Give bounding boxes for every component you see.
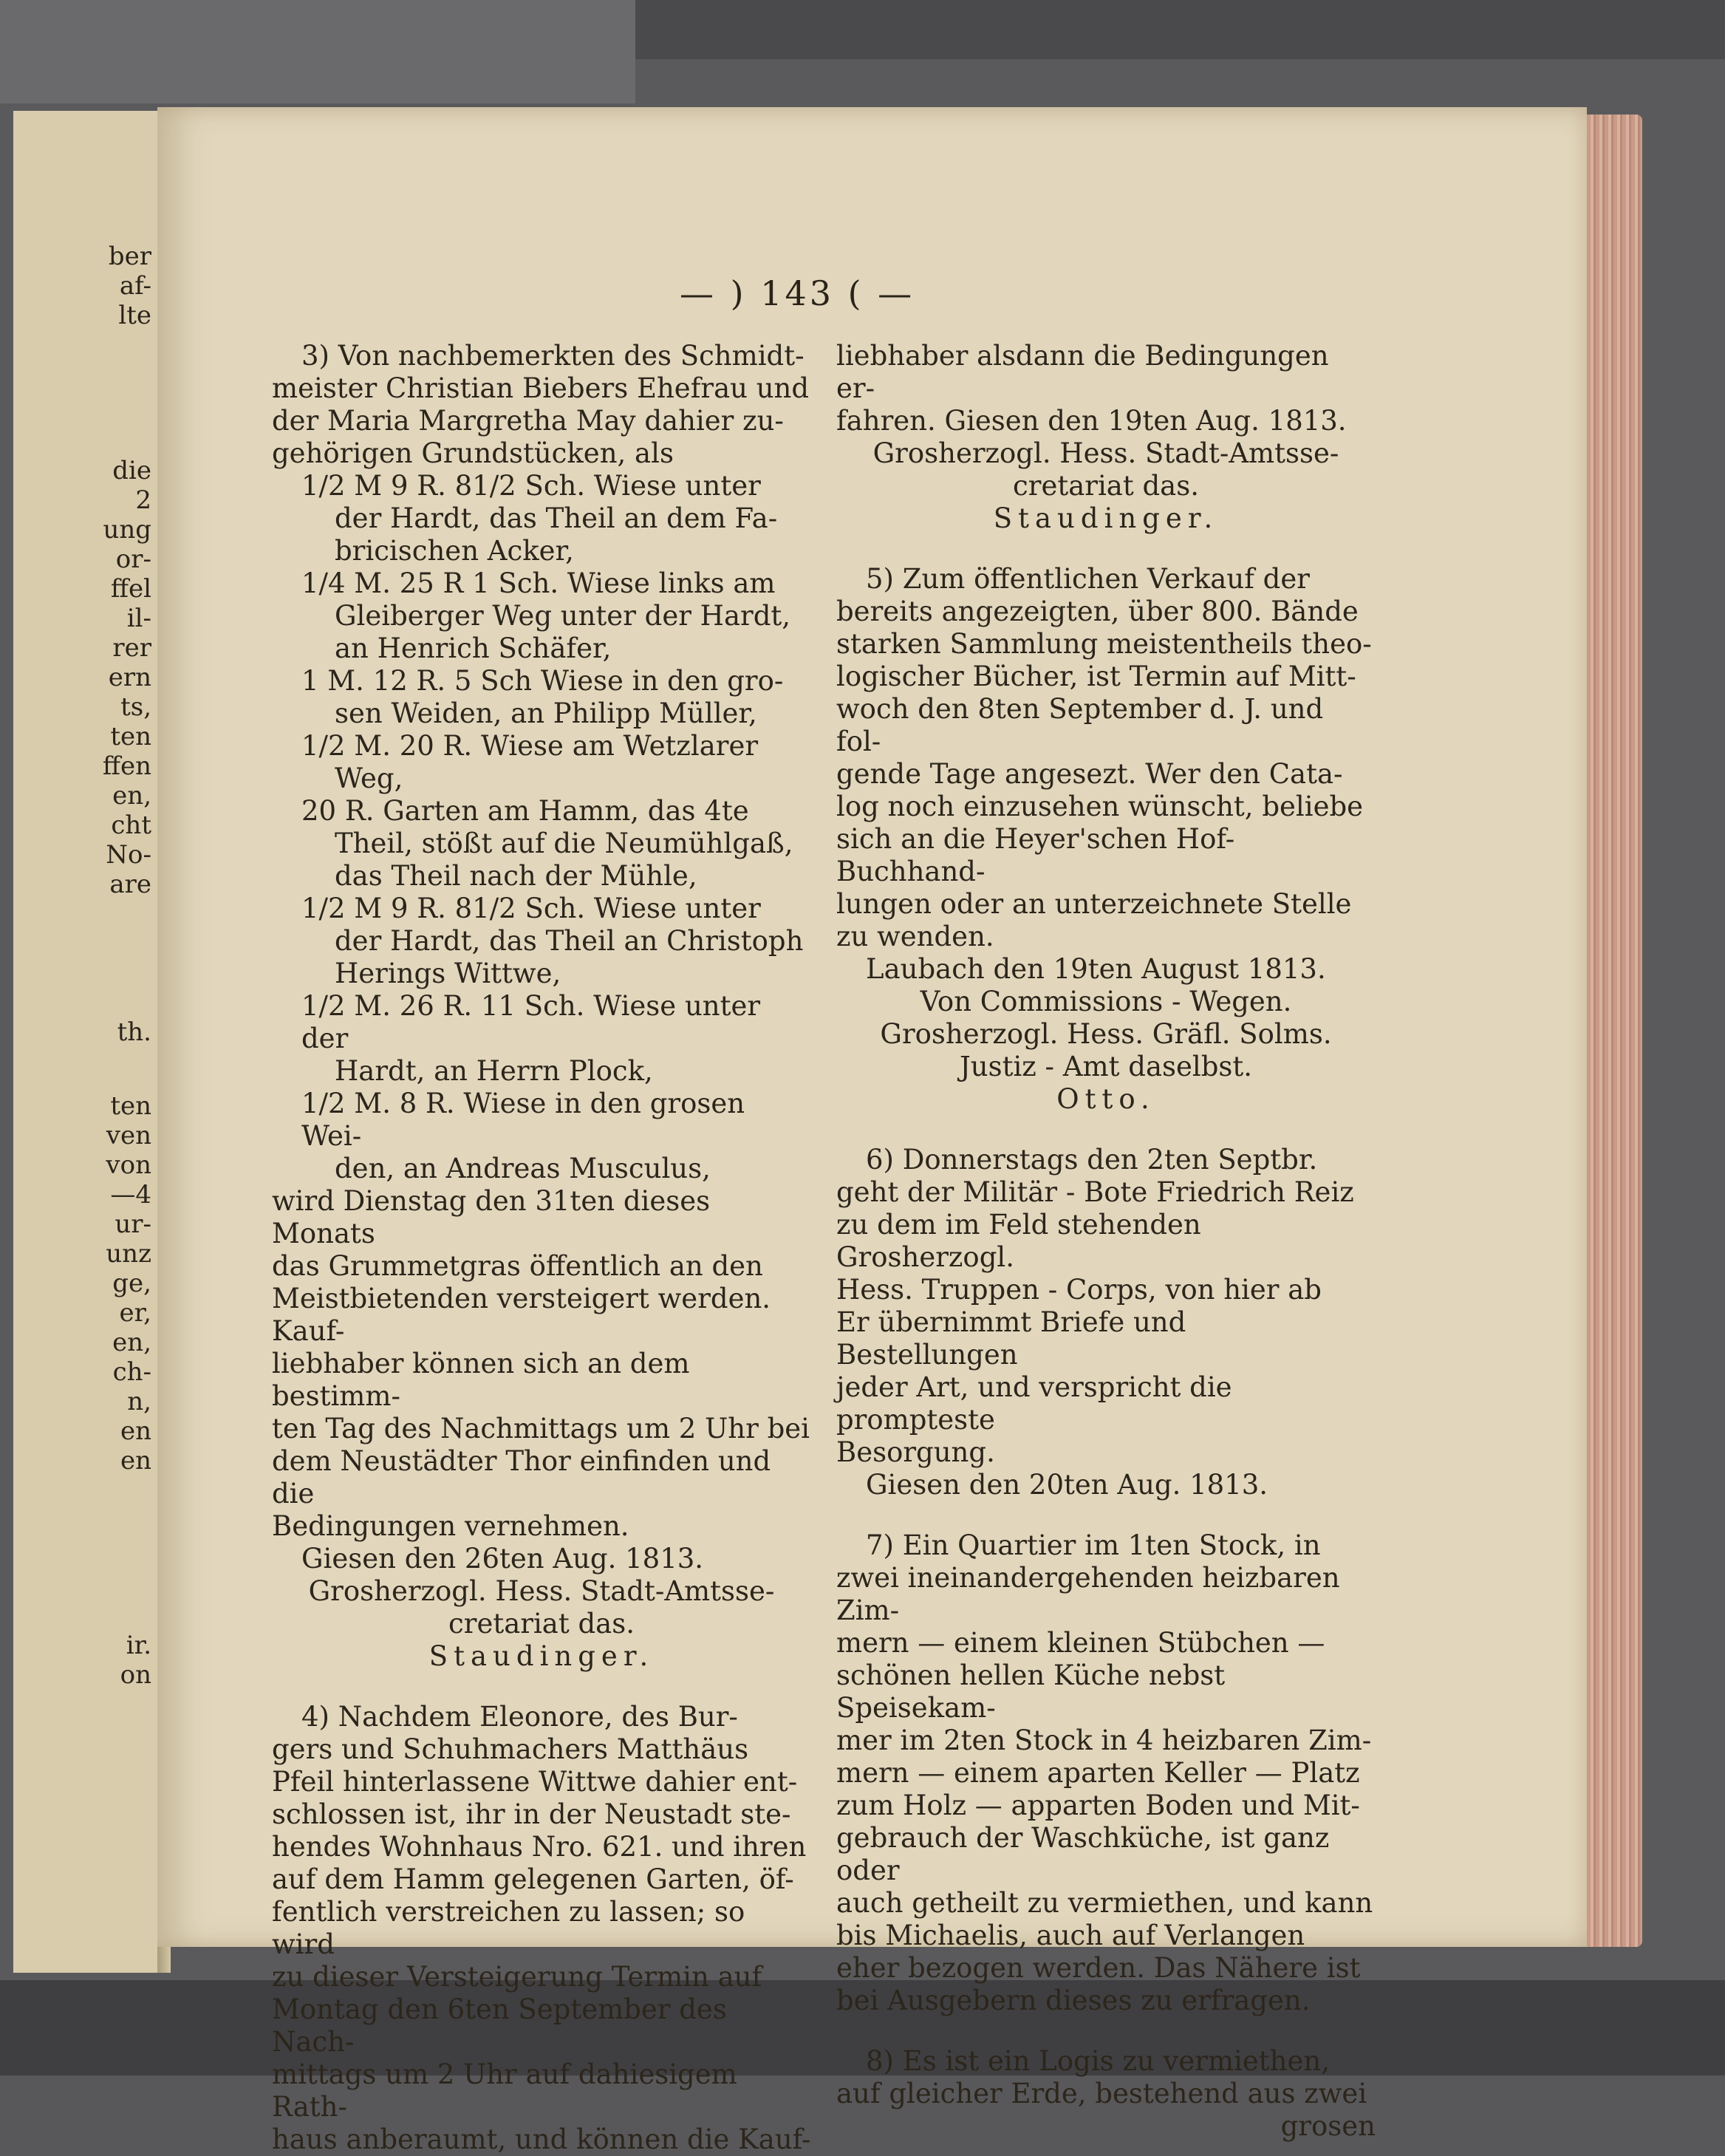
- parcel-line: sen Weiden, an Philipp Müller,: [335, 697, 757, 729]
- parcel-line: der Hardt, das Theil an dem Fa-: [335, 502, 778, 534]
- facing-page-fragment: ung: [103, 515, 151, 545]
- item6-line: geht der Militär - Bote Friedrich Reiz: [836, 1176, 1354, 1208]
- facing-page-fragment: en: [120, 1416, 151, 1446]
- facing-page-fragment: ffen: [102, 751, 151, 781]
- facing-page-fragment: af-: [119, 271, 151, 301]
- item3-body-line: das Grummetgras öffentlich an den: [272, 1250, 763, 1282]
- facing-page-fragment: ern: [108, 663, 151, 692]
- facing-page-fragment: —4: [110, 1180, 151, 1210]
- facing-page-fragment: en,: [112, 781, 151, 811]
- item5-date: Laubach den 19ten August 1813.: [866, 953, 1326, 985]
- item5-line: log noch einzusehen wünscht, beliebe: [836, 791, 1364, 822]
- parcel-line: den, an Andreas Musculus,: [335, 1153, 711, 1184]
- column-right: [836, 340, 1376, 2143]
- item7-line: mern — einem aparten Keller — Platz: [836, 1757, 1360, 1789]
- facing-page-fragment: n,: [127, 1387, 151, 1416]
- parcel-line: 1/2 M. 8 R. Wiese in den grosen Wei-: [301, 1088, 745, 1152]
- paragraph-gap: [836, 1501, 1376, 1529]
- facing-page-fragment: ber: [108, 242, 151, 271]
- item7-line: schönen hellen Küche nebst Speisekam-: [836, 1659, 1226, 1724]
- facing-page-fragment: 2: [135, 485, 151, 515]
- item5-line: woch den 8ten September d. J. und fol-: [836, 693, 1324, 757]
- facing-page-fragment: ten: [110, 722, 151, 751]
- item3-body-line: ten Tag des Nachmittags um 2 Uhr bei: [272, 1413, 810, 1444]
- item6-line: 6) Donnerstags den 2ten Septbr.: [866, 1144, 1318, 1176]
- item5-signature: Justiz - Amt daselbst.: [959, 1051, 1253, 1082]
- parcel-line: 1/2 M. 20 R. Wiese am Wetzlarer: [301, 730, 759, 762]
- parcel-line: Weg,: [335, 763, 403, 794]
- item3-body-line: wird Dienstag den 31ten dieses Monats: [272, 1185, 711, 1249]
- facing-page-fragment: er,: [119, 1298, 151, 1328]
- item4-name: Staudinger.: [993, 502, 1219, 534]
- item3-body-line: Meistbietenden versteigert werden. Kauf-: [272, 1283, 771, 1347]
- item4-line: haus anberaumt, und können die Kauf-: [272, 2123, 811, 2155]
- item5-line: lungen oder an unterzeichnete Stelle: [836, 888, 1352, 920]
- item4-signature: cretariat das.: [1013, 470, 1199, 502]
- facing-page-fragment: ts,: [120, 692, 151, 722]
- facing-page-fragment: cht: [111, 811, 151, 840]
- item3-name: Staudinger.: [428, 1640, 655, 1672]
- parcel-line: 1/2 M 9 R. 81/2 Sch. Wiese unter: [301, 470, 761, 502]
- item4-line: 4) Nachdem Eleonore, des Bur-: [301, 1701, 738, 1733]
- item4-line: gers und Schuhmachers Matthäus: [272, 1733, 749, 1765]
- page-edges: [1587, 115, 1642, 1947]
- facing-page-fragment: von: [106, 1150, 151, 1180]
- parcel-line: das Theil nach der Mühle,: [335, 860, 697, 892]
- facing-page-fragment: ch-: [112, 1357, 151, 1387]
- item4-signature: Grosherzogl. Hess. Stadt-Amtsse-: [872, 437, 1339, 469]
- item7-line: 7) Ein Quartier im 1ten Stock, in: [866, 1529, 1321, 1561]
- paragraph-gap: [272, 1673, 811, 1701]
- item7-line: mern — einem kleinen Stübchen —: [836, 1627, 1325, 1659]
- item4-line: Pfeil hinterlassene Wittwe dahier ent-: [272, 1766, 798, 1798]
- item5-signature: Grosherzogl. Hess. Gräfl. Solms.: [880, 1018, 1332, 1050]
- parcel-line: 1 M. 12 R. 5 Sch Wiese in den gro-: [301, 665, 784, 697]
- paragraph-gap: [836, 1116, 1376, 1144]
- item8-line: auf gleicher Erde, bestehend aus zwei: [836, 2078, 1367, 2109]
- column-left: [272, 340, 811, 2156]
- parcel-line: bricischen Acker,: [335, 535, 574, 567]
- facing-page-fragment: en: [120, 1446, 151, 1476]
- item7-line: auch getheilt zu vermiethen, und kann: [836, 1887, 1373, 1919]
- paragraph-gap: [836, 535, 1376, 563]
- parcel-line: 1/4 M. 25 R 1 Sch. Wiese links am: [301, 567, 776, 599]
- facing-page-fragment: die: [112, 456, 151, 485]
- item4-continuation-line: fahren. Giesen den 19ten Aug. 1813.: [836, 405, 1347, 437]
- item7-line: eher bezogen werden. Das Nähere ist: [836, 1952, 1361, 1984]
- item3-signature: cretariat das.: [448, 1608, 635, 1640]
- scan-background-top-left: [0, 0, 635, 103]
- item4-line: mittags um 2 Uhr auf dahiesigem Rath-: [272, 2058, 737, 2123]
- facing-page-fragment: lte: [118, 301, 151, 330]
- page-number: — ) 143 ( —: [680, 273, 915, 313]
- parcel-line: 1/2 M 9 R. 81/2 Sch. Wiese unter: [301, 893, 761, 924]
- parcel-line: Theil, stößt auf die Neumühlgaß,: [335, 828, 793, 859]
- item3-body-line: Bedingungen vernehmen.: [272, 1510, 629, 1542]
- item3-intro-line: der Maria Margretha May dahier zu-: [272, 405, 784, 437]
- paragraph-gap: [836, 2017, 1376, 2045]
- facing-page-fragment: ur-: [115, 1210, 151, 1239]
- item6-line: Er übernimmt Briefe und Bestellungen: [836, 1306, 1186, 1371]
- item5-signature: Von Commissions - Wegen.: [920, 986, 1292, 1017]
- item4-line: hendes Wohnhaus Nro. 621. und ihren: [272, 1831, 807, 1863]
- item4-line: fentlich verstreichen zu lassen; so wird: [272, 1896, 745, 1960]
- item3-body-line: liebhaber können sich an dem bestimm-: [272, 1348, 690, 1412]
- item8-line: 8) Es ist ein Logis zu vermiethen,: [866, 2045, 1330, 2077]
- item7-line: gebrauch der Waschküche, ist ganz oder: [836, 1822, 1330, 1886]
- parcel-line: Herings Wittwe,: [335, 958, 561, 989]
- item5-line: bereits angezeigten, über 800. Bände: [836, 596, 1359, 627]
- item4-line: Montag den 6ten September des Nach-: [272, 1993, 727, 2058]
- facing-page-fragment: il-: [126, 604, 151, 633]
- item7-line: zum Holz — apparten Boden und Mit-: [836, 1790, 1360, 1821]
- item3-intro-line: gehörigen Grundstücken, als: [272, 437, 674, 469]
- parcel-line: der Hardt, das Theil an Christoph: [335, 925, 804, 957]
- item3-intro-line: meister Christian Biebers Ehefrau und: [272, 372, 810, 404]
- item3-body-line: dem Neustädter Thor einfinden und die: [272, 1445, 771, 1509]
- item6-line: Besorgung.: [836, 1436, 995, 1468]
- item5-line: starken Sammlung meistentheils theo-: [836, 628, 1372, 660]
- parcel-line: Hardt, an Herrn Plock,: [335, 1055, 653, 1087]
- facing-page-fragment: ten: [110, 1091, 151, 1121]
- scan-background-top-right: [635, 0, 1725, 59]
- facing-page-fragment: ir.: [126, 1631, 151, 1660]
- item7-line: mer im 2ten Stock in 4 heizbaren Zim-: [836, 1725, 1372, 1756]
- parcel-line: 1/2 M. 26 R. 11 Sch. Wiese unter der: [301, 990, 761, 1054]
- item5-line: sich an die Heyer'schen Hof-Buchhand-: [836, 823, 1235, 887]
- item5-name: Otto.: [1056, 1083, 1155, 1115]
- item5-line: zu wenden.: [836, 921, 994, 952]
- facing-page-fragment: No-: [106, 840, 151, 870]
- item3-date: Giesen den 26ten Aug. 1813.: [301, 1543, 704, 1575]
- item6-line: Hess. Truppen - Corps, von hier ab: [836, 1274, 1322, 1306]
- item6-line: zu dem im Feld stehenden Grosherzogl.: [836, 1209, 1201, 1273]
- item6-date: Giesen den 20ten Aug. 1813.: [866, 1469, 1268, 1501]
- item5-line: gende Tage angesezt. Wer den Cata-: [836, 758, 1343, 790]
- parcel-line: 20 R. Garten am Hamm, das 4te: [301, 795, 749, 827]
- facing-page-fragment: or-: [115, 545, 151, 574]
- item5-line: logischer Bücher, ist Termin auf Mitt-: [836, 661, 1356, 692]
- facing-page-fragment: on: [120, 1660, 151, 1690]
- facing-page-fragment: unz: [106, 1239, 151, 1269]
- facing-page-fragment: th.: [117, 1017, 151, 1047]
- item6-line: jeder Art, und verspricht die prompteste: [836, 1371, 1232, 1436]
- left-page: [13, 111, 160, 1973]
- facing-page-fragment: rer: [112, 633, 151, 663]
- item4-line: auf dem Hamm gelegenen Garten, öf-: [272, 1863, 794, 1895]
- item4-line: schlossen ist, ihr in der Neustadt ste-: [272, 1798, 791, 1830]
- item3-signature: Grosherzogl. Hess. Stadt-Amtsse-: [308, 1575, 775, 1607]
- item3-intro-line: 3) Von nachbemerkten des Schmidt-: [301, 340, 805, 372]
- parcel-line: an Henrich Schäfer,: [335, 632, 612, 664]
- facing-page-fragment: en,: [112, 1328, 151, 1357]
- catchword: grosen: [1280, 2110, 1376, 2142]
- facing-page-fragment: ven: [106, 1121, 151, 1150]
- facing-page-fragment: are: [109, 870, 151, 899]
- item7-line: bei Ausgebern dieses zu erfragen.: [836, 1985, 1311, 2016]
- item7-line: bis Michaelis, auch auf Verlangen: [836, 1920, 1305, 1951]
- facing-page-fragment: ge,: [112, 1269, 151, 1298]
- facing-page-fragment: ffel: [110, 574, 151, 604]
- item4-line: zu dieser Versteigerung Termin auf: [272, 1961, 762, 1993]
- item4-continuation-line: liebhaber alsdann die Bedingungen er-: [836, 340, 1329, 404]
- item7-line: zwei ineinandergehenden heizbaren Zim-: [836, 1562, 1340, 1626]
- item5-line: 5) Zum öffentlichen Verkauf der: [866, 563, 1310, 595]
- parcel-line: Gleiberger Weg unter der Hardt,: [335, 600, 791, 632]
